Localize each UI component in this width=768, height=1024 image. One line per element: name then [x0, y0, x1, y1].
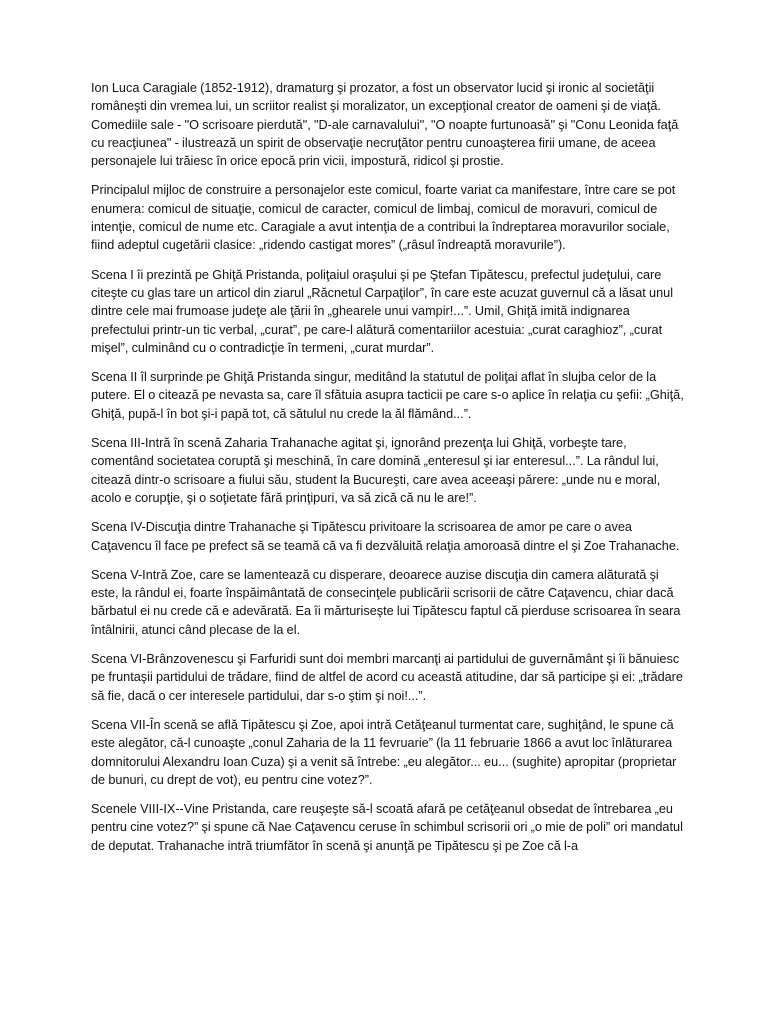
paragraph-scene-1: Scena I îi prezintă pe Ghiţă Pristanda, poliţaiul oraşului şi pe Ştefan Tipătescu, prefectul judeţului, care citeşte cu glas tare un articol din ziarul „Răcnetul Carpaţilor”, în care este acuzat guvernul că a lăsat unul dintre cele mai frumoase judeţe ale ţării în „ghearele unui vampir!...”. Umil, Ghiţă imită indignarea prefectului printr-un tic verbal, „curat”, pe care-l alătură comentariilor acestuia: „curat caraghioz”, „curat mişel”, culminând cu o contradicţie în termeni, „curat murdar”. [91, 267, 674, 355]
paragraph-scene-4: Scena IV-Discuţia dintre Trahanache şi Tipătescu privitoare la scrisoarea de amor pe care o avea Caţavencu îl face pe prefect să se teamă că va fi dezvăluită relaţia amoroasă dintre el şi Zoe Trahanache. [91, 520, 680, 553]
paragraph-scene-2: Scena II îl surprinde pe Ghiţă Pristanda singur, meditând la statutul de poliţai aflat în slujba celor de la putere. El o citează pe nevasta sa, care îl sfătuia asupra tacticii pe care s-o aplice în relaţia cu şefii: „Ghiţă, Ghiţă, pupă-l în bot şi-i papă tot, că sătulul nu crede la ăl flămând...”. [91, 370, 684, 421]
paragraph-scene-3: Scena III-Intră în scenă Zaharia Trahanache agitat şi, ignorând prezenţa lui Ghiţă, vorbeşte tare, comentând societatea coruptă şi meschină, în care domină „enteresul şi iar enteresul...”. La rândul lui, citează dintr-o scrisoare a fiului său, student la Bucureşti, care avea aceeaşi părere: „unde nu e moral, acolo e corupţie, şi o soţietate fără prinţipuri, va să zică că nu le are!”. [91, 436, 661, 505]
document-page [91, 79, 688, 866]
paragraph-scene-6: Scena VI-Brânzovenescu şi Farfuridi sunt doi membri marcanţi ai partidului de guvernământ şi îi bănuiesc pe fruntaşii partidului de trădare, fiind de altfel de acord cu această atitudine, dar să participe şi ei: „trădare să fie, dacă o cer interesele partidului, dar s-o ştim şi noi!...”. [91, 652, 683, 703]
paragraph-scenes-8-9: Scenele VIII-IX--Vine Pristanda, care reuşeşte să-l scoată afară pe cetăţeanul obsedat de întrebarea „eu pentru cine votez?” şi spune că Nae Caţavencu ceruse în schimbul scrisorii ori „o mie de poli” ori mandatul de deputat. Trahanache intră triumfător în scenă şi anunţă pe Tipătescu şi pe Zoe că l-a [91, 802, 683, 853]
paragraph-scene-7: Scena VII-În scenă se află Tipătescu şi Zoe, apoi intră Cetăţeanul turmentat care, sughiţând, le spune că este alegător, că-l cunoaşte „conul Zaharia de la 11 fevruarie” (la 11 februarie 1866 a avut loc înlăturarea domnitorului Alexandru Ioan Cuza) şi a venit să întrebe: „eu alegător... eu... (sughite) apropitar (proprietar de bunuri, cu drept de vot), eu pentru cine votez?”. [91, 717, 677, 787]
paragraph-comic: Principalul mijloc de construire a personajelor este comicul, foarte variat ca manifestare, între care se pot enumera: comicul de situaţie, comicul de caracter, comicul de limbaj, comicul de moravuri, comicul de intenţie, comicul de nume etc. Caragiale a avut intenţia de a contribui la îndreptarea moravurilor sociale, fiind adeptul cugetării clasice: „ridendo castigat mores” („râsul îndreaptă moravurile”). [91, 183, 676, 253]
paragraph-intro: Ion Luca Caragiale (1852-1912), dramaturg şi prozator, a fost un observator lucid şi ironic al societăţii româneşti din vremea lui, un scriitor realist şi moralizator, un excepţional creator de oameni şi de viaţă. Comediile sale - "O scrisoare pierdută", "D-ale carnavalului", "O noapte furtunoasă" şi "Conu Leonida faţă cu reacţiunea" - ilustrează un spirit de observaţie necruţător pentru cunoaşterea firii umane, de aceea personajele lui trăiesc în orice epocă prin vicii, impostură, ridicol şi prostie. [91, 81, 679, 169]
paragraph-scene-5: Scena V-Intră Zoe, care se lamentează cu disperare, deoarece auzise discuţia din camera alăturată şi este, la rândul ei, foarte înspăimântată de consecinţele publicării scrisorii de către Caţavencu, chiar dacă bărbatul ei nu crede că e adevărată. Ea îi mărturiseşte lui Tipătescu faptul că pierduse scrisoarea în seara întâlnirii, atunci când plecase de la el. [91, 567, 681, 637]
